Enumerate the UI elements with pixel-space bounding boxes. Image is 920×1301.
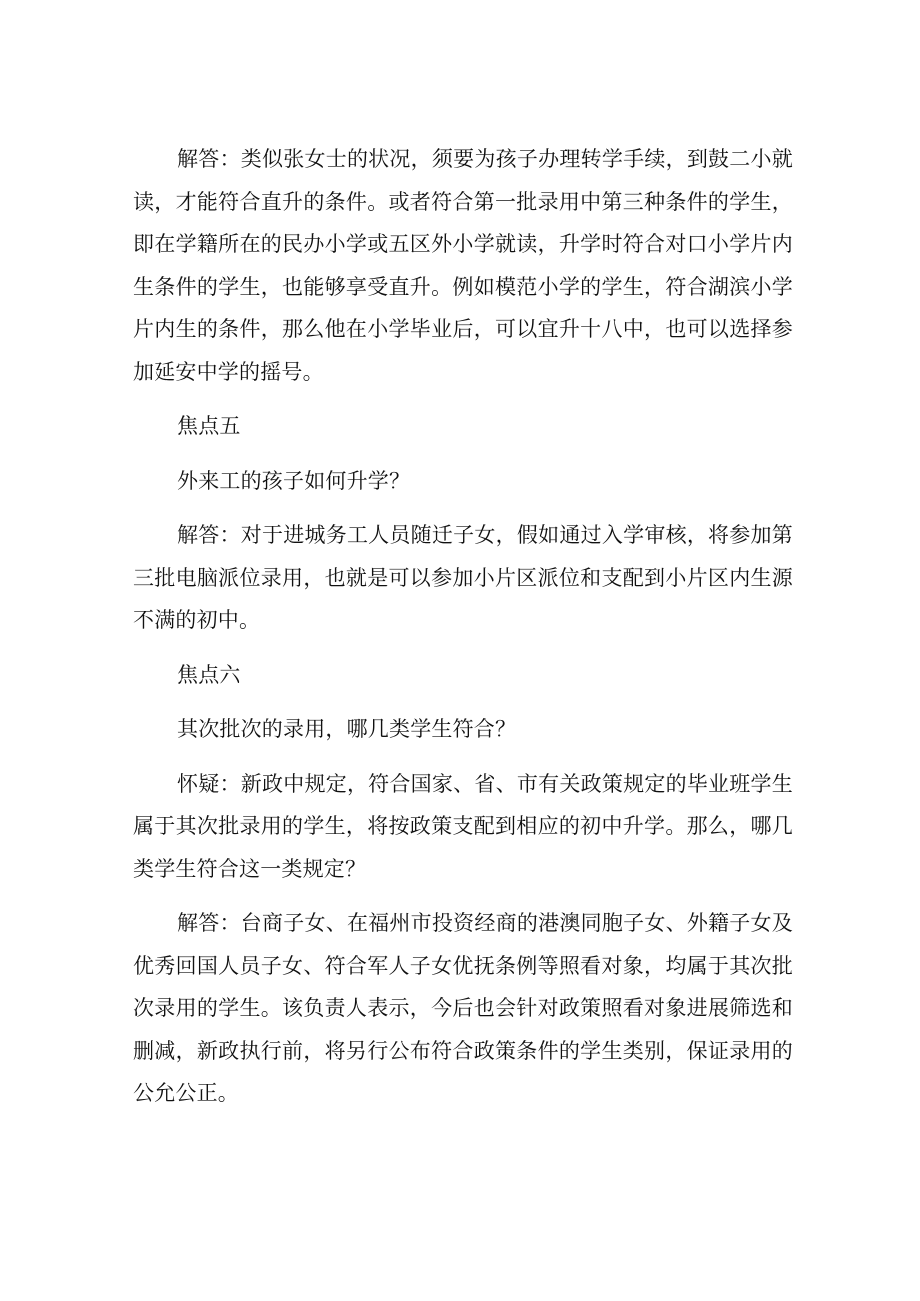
doubt-paragraph-6: 怀疑：新政中规定，符合国家、省、市有关政策规定的毕业班学生属于其次批录用的学生，将按政策支配到相应的初中升学。那么，哪几类学生符合这一类规定？	[133, 771, 793, 881]
focus-heading-6: 焦点六	[177, 662, 241, 687]
paragraph-gap	[133, 448, 793, 460]
paragraph-gap	[133, 393, 793, 405]
document-page	[133, 138, 793, 1115]
question-paragraph-5: 外来工的孩子如何升学？	[177, 468, 411, 493]
question-paragraph-6: 其次批次的录用，哪几类学生符合？	[177, 717, 517, 741]
answer-paragraph-1: 解答：类似张女士的状况，须要为孩子办理转学手续，到鼓二小就读，才能符合直升的条件。或者符合第一批录用中第三种条件的学生，即在学籍所在的民办小学或五区外小学就读，升学时符合对口小学片内生条件的学生，也能够享受直升。例如模范小学的学生，符合湖滨小学片内生的条件，那么他在小学毕业后，可以宜升十八中，也可以选择参加延安中学的摇号。	[133, 147, 793, 384]
answer-paragraph-6: 解答：台商子女、在福州市投资经商的港澳同胞子女、外籍子女及优秀回国人员子女、符合军人子女优抚条例等照看对象，均属于其次批次录用的学生。该负责人表示，今后也会针对政策照看对象进展筛选和删减，新政执行前，将另行公布符合政策条件的学生类别，保证录用的公允公正。	[133, 911, 793, 1105]
paragraph-gap	[133, 696, 793, 708]
paragraph-gap	[133, 642, 793, 654]
paragraph-gap	[133, 890, 793, 902]
paragraph-gap	[133, 751, 793, 763]
paragraph-gap	[133, 502, 793, 514]
focus-heading-5: 焦点五	[177, 414, 241, 438]
answer-paragraph-5: 解答：对于进城务工人员随迁子女，假如通过入学审核，将参加第三批电脑派位录用，也就是可以参加小片区派位和支配到小片区内生源不满的初中。	[133, 523, 793, 632]
